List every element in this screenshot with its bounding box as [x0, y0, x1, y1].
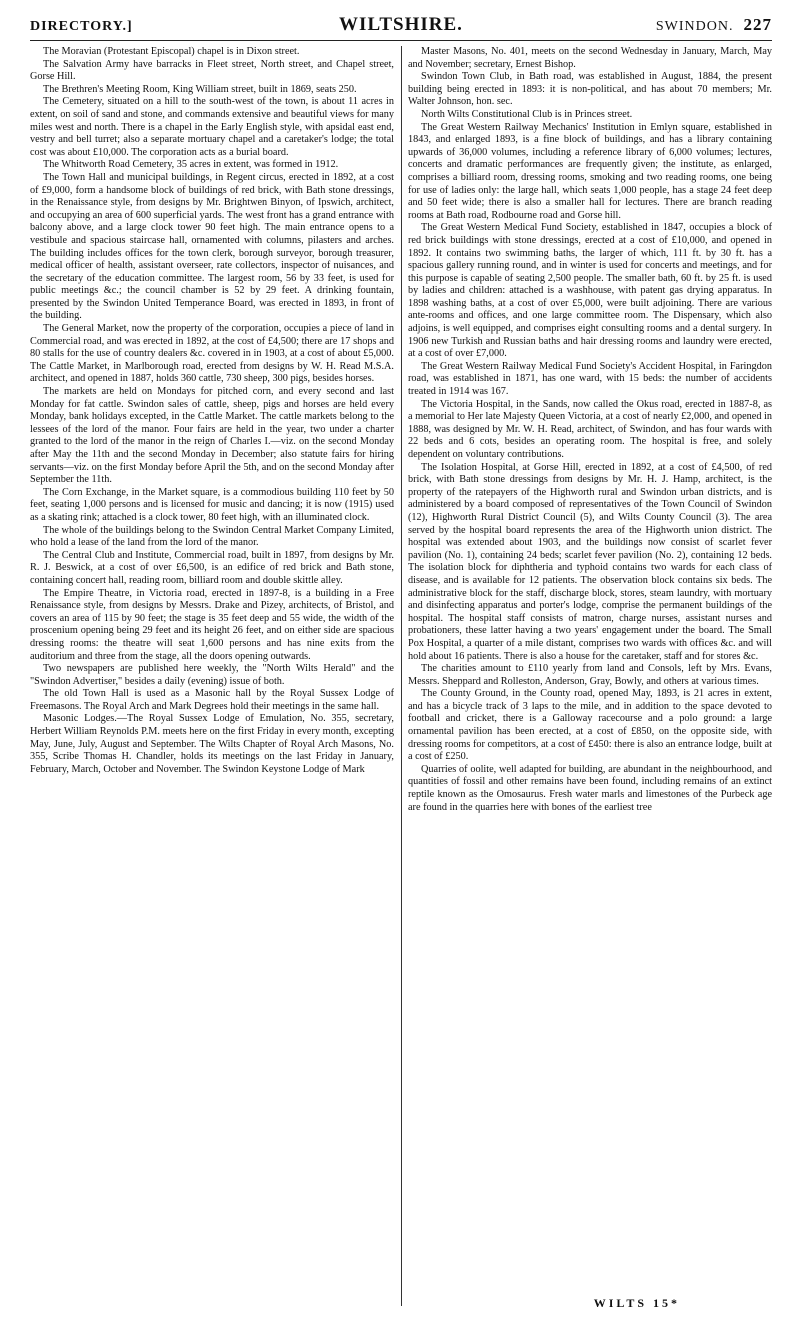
paragraph: Swindon Town Club, in Bath road, was established in August, 1884, the present building being erected in 1893: it is non-political, and has about 70 members; Mr. Walter Johnson, hon. sec.	[408, 71, 772, 108]
paragraph: Masonic Lodges.—The Royal Sussex Lodge of Emulation, No. 355, secretary, Herbert William Reynolds P.M. meets here on the first Friday in every month, excepting May, June, July, August and September. The Wilts Chapter of Royal Arch Masons, No. 355, Scribe Thomas H. Chandler, holds its meetings on the last Friday in January, February, March, October and November. The Swindon Keystone Lodge of Mark	[30, 713, 394, 775]
header-right	[592, 15, 772, 35]
paragraph: The Great Western Medical Fund Society, established in 1847, occupies a block of red brick buildings with stone dressings, erected at a cost of £10,000, and opened in 1892. It contains two swimming baths, the larger of which, 111 ft. by 30 ft. has a spacious gallery running round, and in winter is used for concerts and meetings, and for this purpose is capable of seating 2,500 people. The smaller bath, 60 ft. by 25 ft. is used by ladies and children: attached is a washhouse, with patent gas drying apparatus. In 1898 washing baths, at a cost of over £5,000, were built adjoining. There are various ante-rooms and offices, and one large committee room. The Dispensary, which also adjoins, is well equipped, and comprises eight consulting rooms and a dental surgery. In 1906 new Turkish and Russian baths and hair dressing rooms and laundry were erected, at a cost of over £7,000.	[408, 222, 772, 360]
section-label: DIRECTORY.]	[30, 19, 133, 34]
page-footer	[594, 1296, 680, 1311]
column-divider	[401, 46, 402, 1306]
paragraph: The charities amount to £110 yearly from land and Consols, left by Mrs. Evans, Messrs. Sheppard and Rolleston, Anderson, Gray, Bowly, and others at various times.	[408, 663, 772, 687]
paragraph: The Cemetery, situated on a hill to the south-west of the town, is about 11 acres in extent, on soil of sand and stone, and commands extensive and beautiful views for many miles west and north. There is a chapel in the Early English style, with apsidal east end, vestry and bell turret; also a separate mortuary chapel and a caretaker's lodge; the total cost was about £10,000. The corporation acts as a burial board.	[30, 96, 394, 158]
paragraph: Two newspapers are published here weekly, the "North Wilts Herald" and the "Swindon Advertiser," besides a daily (evening) issue of both.	[30, 663, 394, 687]
paragraph: The Whitworth Road Cemetery, 35 acres in extent, was formed in 1912.	[43, 159, 339, 171]
paragraph: The Victoria Hospital, in the Sands, now called the Okus road, erected in 1887-8, as a memorial to Her late Majesty Queen Victoria, at a cost of nearly £2,000, and opened in 1888, was designed by Mr. W. H. Read, architect, of Swindon, and has four wards with 22 beds and 6 cots, besides an operating room. The hospital is free, and solely dependent on voluntary contributions.	[408, 398, 772, 460]
paragraph: The Isolation Hospital, at Gorse Hill, erected in 1892, at a cost of £4,500, of red brick, with Bath stone dressings from designs by Mr. H. J. Hamp, architect, is the property of the ratepayers of the Highworth rural and Swindon urban districts, and is administered by a board composed of representatives of the Town Council of Swindon (12), Highworth Rural District Council (5), and Wilts County Council (3). The area served by the hospital board represents the area of the Highworth union district. The hospital was extended about 1903, and the buildings now consist of scarlet fever pavilion (No. 1), containing 24 beds; scarlet fever pavilion (No. 2), containing 12 beds. The isolation block for diphtheria and typhoid contains two wards for each class of disease, and is available for 12 patients. The observation block contains six beds. The administrative block for the staff, discharge block, stores, steam laundry, with mortuary and disinfecting apparatus and porter's lodge, comprise the permanent buildings of the hospital. The hospital staff consists of matron, charge nurses, assistant nurses and probationers, these latter having a two years' engagement under the board. The Small Pox Hospital, a quarter of a mile distant, comprises two wards with offices &c. and will hold about 16 patients. There is also a house for the caretaker, staff and for stores &c.	[408, 461, 772, 662]
paragraph: The markets are held on Mondays for pitched corn, and every second and last Monday for fat cattle. Swindon sales of cattle, sheep, pigs and horses are held every Monday, bank holidays excepted, in the Cattle Market. The cattle markets belong to the lessees of the lord of the manor. Four fairs are held in the year, two under a charter granted to the lord of the manor in the reign of Charles I.—viz. on the second Monday after May the 11th and the second Monday in December; also statute fairs for hiring servants—viz. on the first Monday before April the 5th, and on the second Monday after September the 11th.	[30, 386, 394, 486]
county-title: WILTSHIRE.	[339, 14, 463, 35]
paragraph: The whole of the buildings belong to the Swindon Central Market Company Limited, who hold a lease of the land from the lord of the manor.	[30, 524, 394, 549]
paragraph: The Corn Exchange, in the Market square, is a commodious building 110 feet by 50 feet, seating 1,000 persons and is licensed for music and dancing; it is now (1915) used as a skating rink; attached is a clock tower, 80 feet high, with an illuminated clock.	[30, 486, 394, 523]
paragraph: Master Masons, No. 401, meets on the second Wednesday in January, March, May and November; secretary, Ernest Bishop.	[408, 46, 772, 70]
paragraph: Quarries of oolite, well adapted for building, are abundant in the neighbourhood, and quantities of fossil and other remains have been found, including remains of an extinct reptile known as the Omosaurus. Fresh water marls and limestones of the Purbeck age are found in the quarries here with bones of the earliest tree	[408, 763, 772, 813]
paragraph: The Great Western Railway Mechanics' Institution in Emlyn square, established in 1843, and enlarged 1893, is a fine block of buildings, and has a library containing upwards of 36,000 volumes, including a reference library of 6,000 volumes; lectures, concerts and dramatic performances are frequently given; the institute, as enlarged, comprises a billiard room, dressing rooms, smoking and two reading rooms, one being for use of ladies only: the large hall, which seats 1,000 people, has a stage 24 feet deep and 50 feet wide; there is also a smaller hall for lectures. There are branch reading rooms at Bath road, Rodbourne road and Gorse hill.	[408, 121, 772, 221]
paragraph: The Central Club and Institute, Commercial road, built in 1897, from designs by Mr. R. J. Beswick, at a cost of over £6,500, is an edifice of red brick and Bath stone, containing concert hall, reading room, billiard room and double skittle alley.	[30, 549, 394, 586]
right-column	[408, 46, 772, 1306]
town-label: SWINDON.	[655, 19, 734, 34]
paragraph: The Brethren's Meeting Room, King William street, built in 1869, seats 250.	[43, 83, 357, 95]
text-columns	[30, 46, 772, 1306]
signature-mark: WILTS	[593, 1296, 647, 1310]
sheet-number: 15*	[653, 1296, 680, 1310]
paragraph: The County Ground, in the County road, opened May, 1893, is 21 acres in extent, and has a bicycle track of 3 laps to the mile, and in addition to the space devoted to football and cricket, there is a Galloway racecourse and a polo ground: a large ornamental pavilion has been erected, at a cost of £850, on the opposite side, with dressing rooms for competitors, at a cost of £450: there is also an entrance lodge, built at a cost of £250.	[408, 688, 772, 763]
paragraph: North Wilts Constitutional Club is in Princes street.	[421, 108, 633, 120]
paragraph: The Salvation Army have barracks in Fleet street, North street, and Chapel street, Gorse Hill.	[30, 58, 394, 83]
paragraph: The Great Western Railway Medical Fund Society's Accident Hospital, in Faringdon road, was established in 1871, has one ward, with 15 beds: the number of accidents treated in 1914 was 167.	[408, 360, 772, 398]
paragraph: The old Town Hall is used as a Masonic hall by the Royal Sussex Lodge of Freemasons. The Royal Arch and Mark Degrees hold their meetings in the same hall.	[30, 688, 394, 712]
page-number: 227	[743, 15, 772, 34]
paragraph: The Empire Theatre, in Victoria road, erected in 1897-8, is a building in a Free Renaissance style, from designs by Messrs. Drake and Pizey, architects, of Bristol, and covers an area of 115 by 90 feet; the stage is 35 feet deep and 55 wide, the width of the proscenium opening being 29 feet and its height 26 feet, and on either side are spacious dressing rooms: the theatre will seat 1,600 persons and has nine exits from the auditorium and three from the stage, all the doors opening outwards.	[30, 587, 394, 662]
left-column	[30, 46, 394, 1306]
paragraph: The Town Hall and municipal buildings, in Regent circus, erected in 1892, at a cost of £9,000, form a handsome block of buildings of red brick, with Bath stone dressings, in the Renaissance style, from designs by Mr. Brightwen Binyon, of Ipswich, architect, and occupying an area of 600 superficial yards. The west front has a grand entrance with balcony above, and a large clock tower 90 feet high. The main entrance opens to a vestibule and spacious staircase hall, ornamented with columns, pilasters and arches. The building includes offices for the town clerk, borough surveyor, borough treasurer, medical officer of health, assistant overseer, rate collectors, inspector of nuisances, and the secretary of the education committee. The largest room, 56 by 33 feet, is used for public meetings &c.; the council chamber is 52 by 29 feet. A drinking fountain, presented by the Swindon United Temperance Board, was erected in 1893, in front of the building.	[30, 171, 394, 322]
paragraph: The General Market, now the property of the corporation, occupies a piece of land in Commercial road, and was erected in 1892, at the cost of £4,500; there are 17 shops and 80 stalls for the use of country dealers &c. covered in in 1903, at a cost of about £5,000. The Cattle Market, in Marlborough road, erected from designs by W. H. Read M.S.A. architect, and opened in 1887, holds 360 cattle, 730 sheep, 300 pigs, besides horses.	[30, 323, 394, 385]
page-header	[30, 14, 772, 41]
paragraph: The Moravian (Protestant Episcopal) chapel is in Dixon street.	[43, 46, 300, 57]
